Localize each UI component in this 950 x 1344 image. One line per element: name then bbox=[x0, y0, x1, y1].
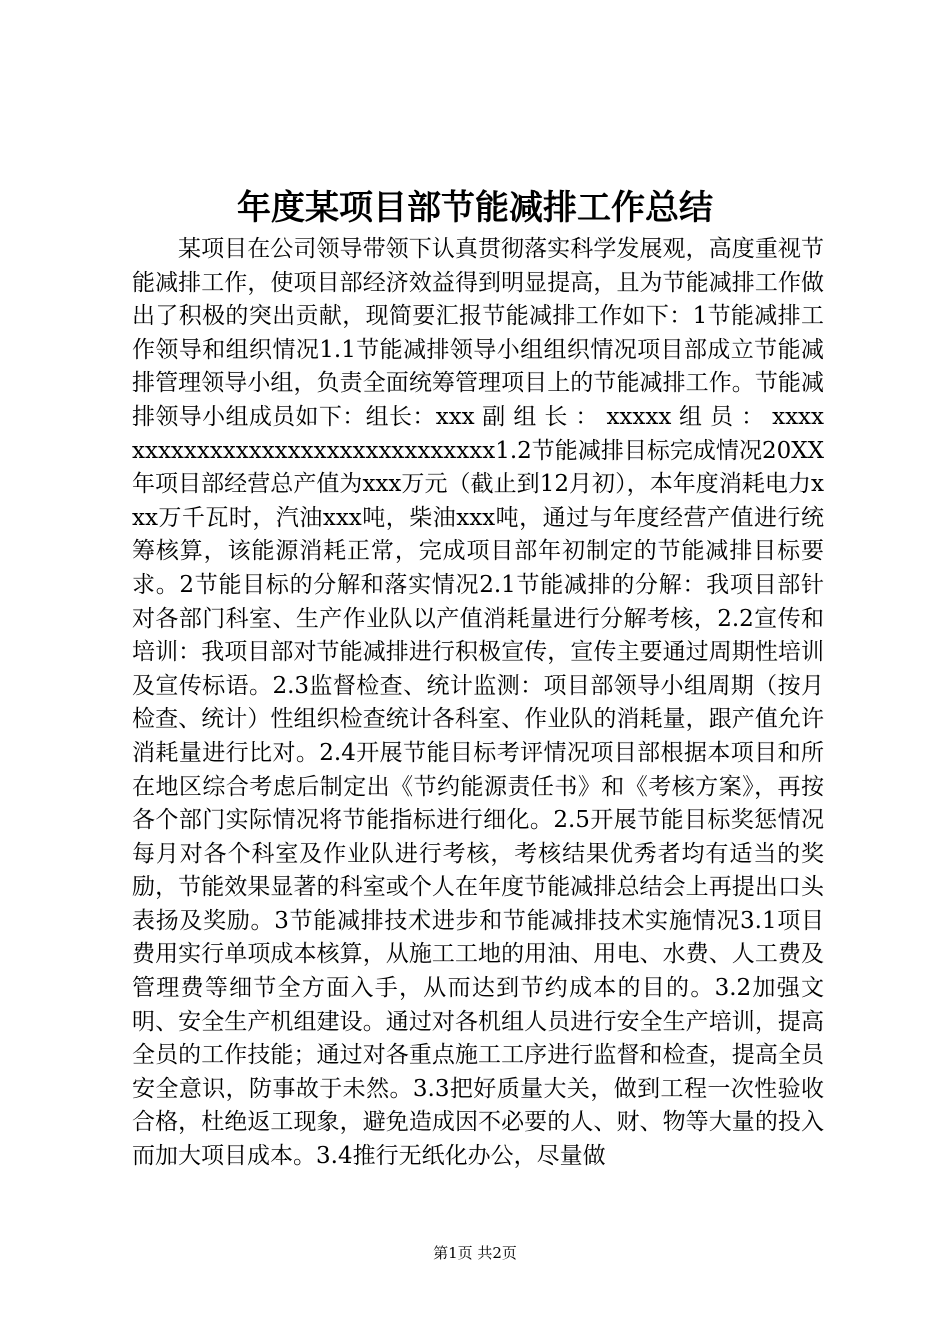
page-number-footer: 第1页 共2页 bbox=[433, 1244, 517, 1262]
document-body-paragraph: 某项目在公司领导带领下认真贯彻落实科学发展观，高度重视节能减排工作，使项目部经济效益得到明显提高，且为节能减排工作做出了积极的突出贡献，现简要汇报节能减排工作如下：1节能减排工作领导和组织情况1.1节能减排领导小组组织情况项目部成立节能减排管理领导小组，负责全面统筹管理项目上的节能减排工作。节能减排领导小组成员如下：组长：xxx 副 组 长 ： xxxxx 组 员 ： xxxxxxxxxxxxxxxxxxxxxxxxxxxxxxxx1.2节能减排目标完成情况20XX年项目部经营总产值为xxx万元（截止到12月初），本年度消耗电力xxx万千瓦时，汽油xxx吨，柴油xxx吨，通过与年度经营产值进行统筹核算，该能源消耗正常，完成项目部年初制定的节能减排目标要求。2节能目标的分解和落实情况2.1节能减排的分解：我项目部针对各部门科室、生产作业队以产值消耗量进行分解考核，2.2宣传和培训：我项目部对节能减排进行积极宣传，宣传主要通过周期性培训及宣传标语。2.3监督检查、统计监测：项目部领导小组周期（按月检查、统计）性组织检查统计各科室、作业队的消耗量，跟产值允许消耗量进行比对。2.4开展节能目标考评情况项目部根据本项目和所在地区综合考虑后制定出《节约能源责任书》和《考核方案》，再按各个部门实际情况将节能指标进行细化。2.5开展节能目标奖惩情况每月对各个科室及作业队进行考核，考核结果优秀者均有适当的奖励，节能效果显著的科室或个人在年度节能减排总结会上再提出口头表扬及奖励。3节能减排技术进步和节能减排技术实施情况3.1项目费用实行单项成本核算，从施工工地的用油、用电、水费、人工费及管理费等细节全方面入手，从而达到节约成本的目的。3.2加强文明、安全生产机组建设。通过对各机组人员进行安全生产培训，提高全员的工作技能；通过对各重点施工工序进行监督和检查，提高全员安全意识，防事故于未然。3.3把好质量大关，做到工程一次性验收合格，杜绝返工现象，避免造成因不必要的人、财、物等大量的投入而加大项目成本。3.4推行无纸化办公，尽量做 bbox=[132, 236, 824, 1170]
document-title: 年度某项目部节能减排工作总结 bbox=[237, 188, 713, 228]
